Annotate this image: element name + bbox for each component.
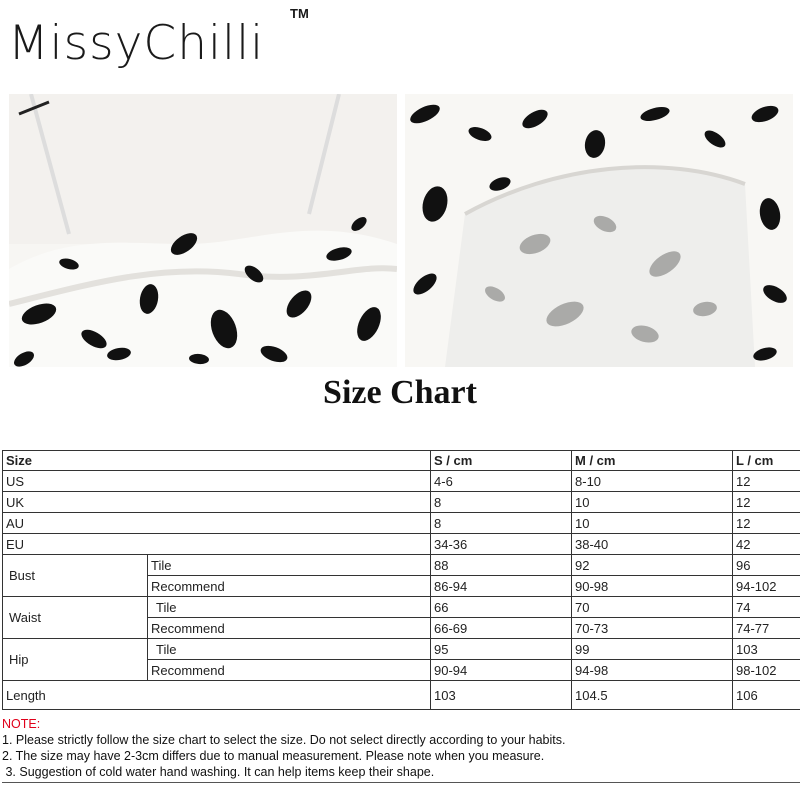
cell-m: 94-98 (572, 660, 733, 681)
cell-s: 103 (431, 681, 572, 710)
note-heading: NOTE: (2, 717, 41, 731)
cell-s: 66 (431, 597, 572, 618)
header-l: L / cm (733, 451, 800, 471)
table-row-eu (3, 534, 800, 555)
sub-label: Tile (148, 639, 431, 660)
cell-m: 70 (572, 597, 733, 618)
table-row-au (3, 513, 800, 534)
table-row-us (3, 471, 800, 492)
header-s: S / cm (431, 451, 572, 471)
cell-l: 103 (733, 639, 800, 660)
row-label: US (3, 471, 431, 492)
cell-l: 12 (733, 492, 800, 513)
table-row-uk (3, 492, 800, 513)
cell-m: 8-10 (572, 471, 733, 492)
cell-l: 42 (733, 534, 800, 555)
cell-l: 12 (733, 471, 800, 492)
size-chart-title: Size Chart (323, 374, 477, 411)
spotted-fabric-neckline-image (9, 94, 397, 367)
header-size: Size (3, 451, 431, 471)
cell-m: 10 (572, 492, 733, 513)
table-row-hip-tile (3, 639, 800, 660)
size-table (2, 450, 800, 710)
group-label-bust: Bust (3, 555, 148, 597)
sub-label: Recommend (148, 660, 431, 681)
cell-s: 95 (431, 639, 572, 660)
cell-l: 74 (733, 597, 800, 618)
cell-m: 70-73 (572, 618, 733, 639)
cell-l: 98-102 (733, 660, 800, 681)
cell-m: 99 (572, 639, 733, 660)
group-label-waist: Waist (3, 597, 148, 639)
row-label: EU (3, 534, 431, 555)
brand-name: MissyChilli (8, 16, 265, 71)
product-photo-neckline (9, 94, 397, 367)
table-row-length (3, 681, 800, 710)
cell-s: 34-36 (431, 534, 572, 555)
cell-l: 94-102 (733, 576, 800, 597)
table-header-row (3, 451, 800, 471)
cell-l: 106 (733, 681, 800, 710)
row-label: UK (3, 492, 431, 513)
trademark-symbol: TM (290, 6, 309, 21)
table-row-bust-tile (3, 555, 800, 576)
cell-m: 10 (572, 513, 733, 534)
cell-s: 90-94 (431, 660, 572, 681)
product-photo-hem (405, 94, 793, 367)
cell-m: 92 (572, 555, 733, 576)
note-item: 2. The size may have 2-3cm differs due to manual measurement. Please note when you measure. (2, 749, 545, 763)
cell-l: 96 (733, 555, 800, 576)
cell-s: 86-94 (431, 576, 572, 597)
spotted-fabric-hem-image (405, 94, 793, 367)
cell-m: 104.5 (572, 681, 733, 710)
cell-s: 8 (431, 492, 572, 513)
note-item: 3. Suggestion of cold water hand washing. It can help items keep their shape. (2, 765, 435, 779)
sub-label: Tile (148, 597, 431, 618)
note-item: 1. Please strictly follow the size chart to select the size. Do not select directly according to your habits. (2, 733, 566, 747)
cell-l: 12 (733, 513, 800, 534)
notes-section (2, 716, 798, 780)
row-label: AU (3, 513, 431, 534)
bottom-divider (2, 782, 800, 783)
cell-l: 74-77 (733, 618, 800, 639)
table-row-waist-tile (3, 597, 800, 618)
cell-m: 38-40 (572, 534, 733, 555)
group-label-hip: Hip (3, 639, 148, 681)
row-label: Length (3, 681, 431, 710)
cell-m: 90-98 (572, 576, 733, 597)
cell-s: 88 (431, 555, 572, 576)
sub-label: Recommend (148, 576, 431, 597)
cell-s: 4-6 (431, 471, 572, 492)
cell-s: 66-69 (431, 618, 572, 639)
cell-s: 8 (431, 513, 572, 534)
sub-label: Tile (148, 555, 431, 576)
sub-label: Recommend (148, 618, 431, 639)
header-m: M / cm (572, 451, 733, 471)
